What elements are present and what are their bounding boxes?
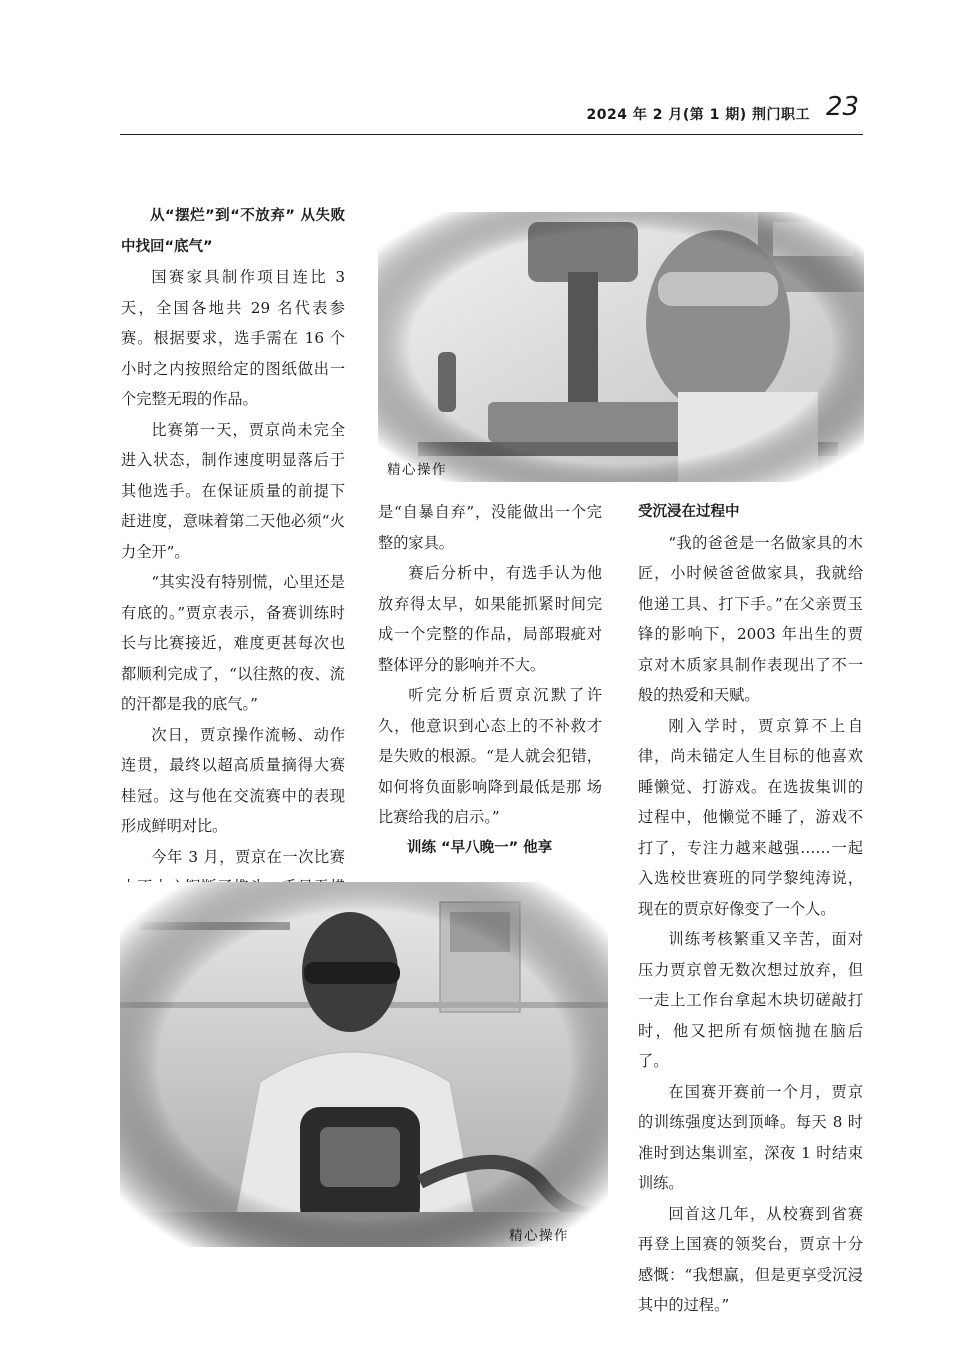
section-heading-2-start: 训练 “早八晚一” 他享 <box>407 839 553 856</box>
photo-caption-1: 精心操作 <box>387 462 447 478</box>
article-column-1 <box>121 201 345 933</box>
section-heading-2-end: 受沉浸在过程中 <box>638 504 740 520</box>
section-heading-1: 从“摆烂”到“不放弃” 从失败中找回“底气” <box>121 208 345 255</box>
paragraph: 比赛第一天，贾京尚未完全进入状态，制作速度明显落后于其他选手。在保证质量的前提下赶进度，意味着第二天他必须“火力全开”。 <box>121 420 345 561</box>
paragraph: 次日，贾京操作流畅、动作连贯，最终以超高质量摘得大赛桂冠。这与他在交流赛中的表现形成鲜明对比。 <box>121 725 345 835</box>
paragraph: 赛后分析中，有选手认为他放弃得太早，如果能抓紧时间完成一个完整的作品，局部瑕疵对整体评分的影响并不大。 <box>378 564 602 674</box>
paragraph: 今年 3 月，贾京在一次比赛 <box>151 847 345 866</box>
paragraph: 训练考核繁重又辛苦，面对压力贾京曾无数次想过放弃，但一走上工作台拿起木块切磋敲打时，他又把所有烦恼抛在脑后了。 <box>638 930 863 1070</box>
photo-drill-press-operator <box>378 212 864 482</box>
page-number: 23 <box>826 92 860 122</box>
photo-caption-2: 精心操作 <box>509 1228 569 1244</box>
paragraph: “其实没有特别慌，心里还是有底的。”贾京表示，备赛训练时长与比赛接近，难度更甚每次也都顺利完成了，“以往熬的夜、流的汗都是我的底气。” <box>121 573 345 713</box>
photo-sander-operator <box>120 882 608 1247</box>
article-column-2 <box>378 497 602 863</box>
paragraph: “我的爸爸是一名做家具的木匠，小时候爸爸做家具，我就给他递工具、打下手。”在父亲贾玉锋的影响下，2003 年出生的贾京对木质家具制作表现出了不一般的热爱和天赋。 <box>638 533 863 704</box>
paragraph: 刚入学时，贾京算不上自律，尚未锚定人生目标的他喜欢睡懒觉、打游戏。在选拔集训的过程中，他懒觉不睡了，游戏不打了，专注力越来越强……一起入选校世赛班的同学黎纯涛说，现在的贾京好像变了一个人。 <box>638 716 863 918</box>
paragraph: 国赛家具制作项目连比 3 天，全国各地共 29 名代表参赛。根据要求，选手需在 16 个小时之内按照给定的图纸做出一个完整无瑕的作品。 <box>121 268 345 408</box>
paragraph: 回首这几年，从校赛到省赛再登上国赛的领奖台，贾京十分感慨：“我想赢，但是更享受沉浸其中的过程。” <box>638 1204 863 1314</box>
issue-header: 2024 年 2 月(第 1 期) 荆门职工 <box>586 107 810 123</box>
paragraph: 听完分析后贾京沉默了许久，他意识到心态上的不补救才是失败的根源。“是人就会犯错，如何将负面影响降到最低是那 场比赛给我的启示。” <box>378 686 602 826</box>
header-rule <box>120 134 863 135</box>
article-column-3 <box>638 497 863 1321</box>
paragraph: 在国赛开赛前一个月，贾京的训练强度达到顶峰。每天 8 时准时到达集训室，深夜 1 时结束训练。 <box>638 1082 863 1192</box>
paragraph: 是“自暴自弃”，没能做出一个完整的家具。 <box>378 503 602 552</box>
